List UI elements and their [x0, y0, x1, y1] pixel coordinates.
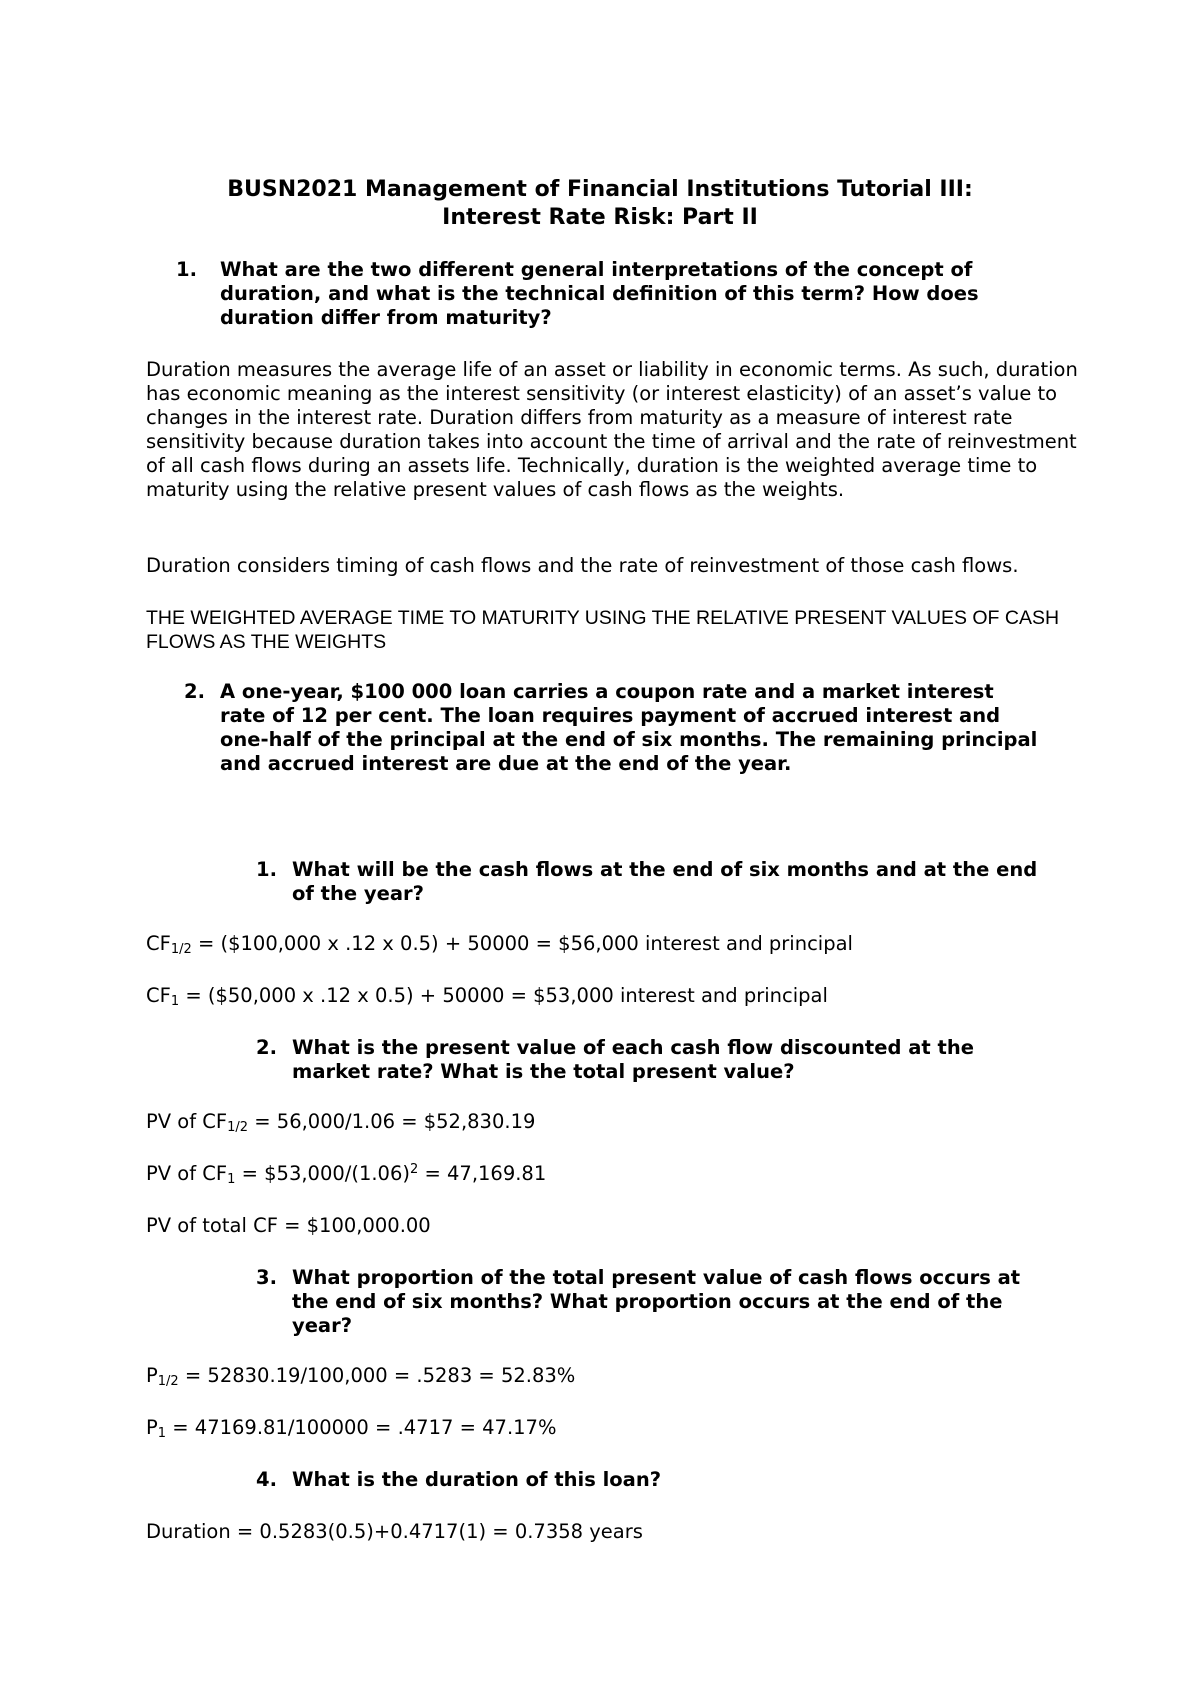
question-1-number: 1.: [176, 258, 197, 281]
formula-duration: Duration = 0.5283(0.5)+0.4717(1) = 0.7358 years: [146, 1520, 643, 1543]
formula-expression: = ($50,000 x .12 x 0.5) + 50000 = $53,000 interest and principal: [179, 984, 828, 1007]
answer-1-paragraph: Duration measures the average life of an asset or liability in economic terms. As such, duration has economic meaning as the interest sensitivity (or interest elasticity) of an asset’s value to changes in the interest rate. Duration differs from maturity as a measure of interest rate sensitivity because duration takes into account the time of arrival and the rate of reinvestment of all cash flows during an assets life. Technically, duration is the weighted average time to maturity using the relative present values of cash flows as the weights.: [146, 358, 1078, 501]
document-title-line-2: Interest Rate Risk: Part II: [442, 205, 758, 230]
formula-expression: = 56,000/1.06 = $52,830.19: [248, 1110, 536, 1133]
formula-expression: = ($100,000 x .12 x 0.5) + 50000 = $56,000 interest and principal: [191, 932, 853, 955]
formula-label: P: [146, 1364, 158, 1387]
formula-expression: = 47169.81/100000 = .4717 = 47.17%: [166, 1416, 557, 1439]
sub-question-3-number: 3.: [256, 1266, 277, 1289]
sub-question-3-text: What proportion of the total present value of cash flows occurs at the end of six months? What proportion occurs at the end of the year?: [292, 1266, 1021, 1337]
question-1-text: What are the two different general interpretations of the concept of duration, and what is the technical definition of this term? How does duration differ from maturity?: [220, 258, 979, 329]
sub-question-2-text: What is the present value of each cash flow discounted at the market rate? What is the total present value?: [292, 1036, 974, 1083]
question-2-number: 2.: [184, 680, 205, 703]
answer-1-definition-caps: THE WEIGHTED AVERAGE TIME TO MATURITY USING THE RELATIVE PRESENT VALUES OF CASH FLOWS AS THE WEIGHTS: [146, 607, 1060, 653]
formula-pv-cf-1: [146, 1162, 546, 1186]
formula-cf-half: [146, 932, 853, 956]
formula-subscript: 1/2: [170, 942, 192, 957]
document-title-line-1: BUSN2021 Management of Financial Institutions Tutorial III:: [227, 177, 973, 202]
sub-question-2: [256, 1036, 1046, 1084]
formula-subscript: 1/2: [227, 1120, 249, 1135]
formula-label: PV of CF: [146, 1162, 228, 1185]
formula-result: = 47,169.81: [418, 1162, 547, 1185]
sub-question-4-text: What is the duration of this loan?: [292, 1468, 662, 1491]
formula-superscript: 2: [409, 1162, 419, 1177]
question-1: [176, 258, 1036, 330]
sub-question-4-number: 4.: [256, 1468, 277, 1491]
sub-question-1-text: What will be the cash flows at the end of six months and at the end of the year?: [292, 858, 1038, 905]
question-2-text: A one-year, $100 000 loan carries a coupon rate and a market interest rate of 12 per cent. The loan requires payment of accrued interest and one-half of the principal at the end of six months. The remaining principal and accrued interest are due at the end of the year.: [220, 680, 1038, 775]
formula-expression: = 52830.19/100,000 = .5283 = 52.83%: [178, 1364, 576, 1387]
formula-pv-cf-half: [146, 1110, 535, 1134]
answer-1-note: Duration considers timing of cash flows and the rate of reinvestment of those cash flows.: [146, 554, 1019, 577]
formula-p-half: [146, 1364, 575, 1388]
formula-subscript: 1: [227, 1172, 236, 1187]
question-2: [184, 680, 1044, 776]
sub-question-4: [256, 1468, 1046, 1492]
formula-pv-total: PV of total CF = $100,000.00: [146, 1214, 431, 1237]
formula-expression: = $53,000/(1.06): [235, 1162, 410, 1185]
sub-question-2-number: 2.: [256, 1036, 277, 1059]
formula-subscript: 1: [170, 994, 180, 1009]
sub-question-1-number: 1.: [256, 858, 277, 881]
formula-subscript: 1: [157, 1426, 167, 1441]
sub-question-3: [256, 1266, 1056, 1338]
formula-label: P: [146, 1416, 158, 1439]
formula-label: CF: [146, 932, 171, 955]
formula-label: CF: [146, 984, 171, 1007]
formula-p-1: [146, 1416, 557, 1440]
formula-label: PV of CF: [146, 1110, 228, 1133]
formula-subscript: 1/2: [157, 1374, 179, 1389]
formula-cf-1: [146, 984, 828, 1008]
sub-question-1: [256, 858, 1046, 906]
